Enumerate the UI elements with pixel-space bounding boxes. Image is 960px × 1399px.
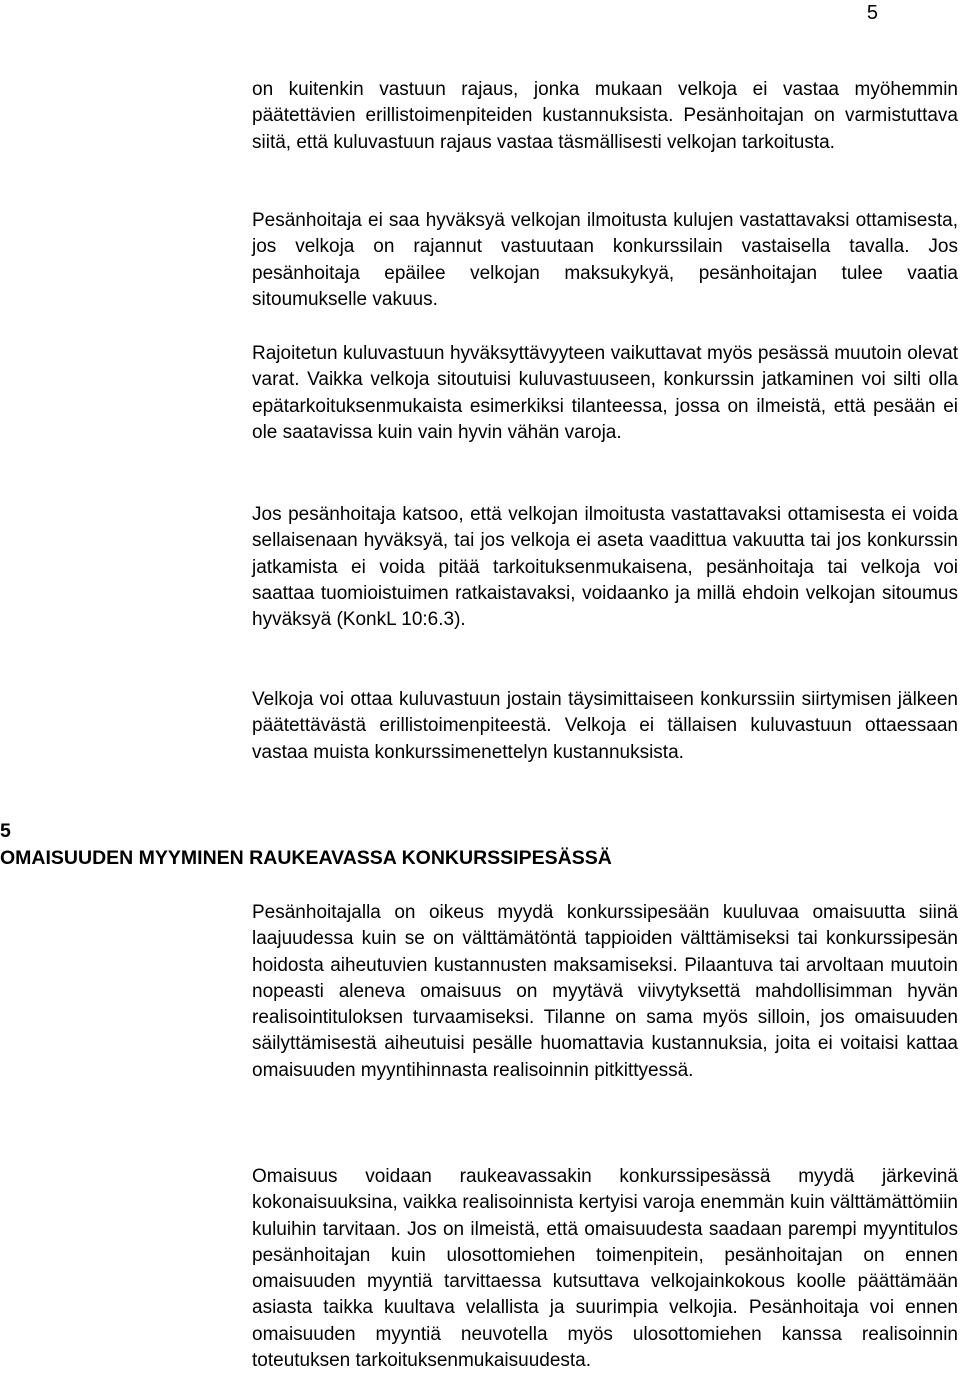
paragraph-text: Omaisuus voidaan raukeavassakin konkurssipesässä myydä järkevinä kokonaisuuksina, vaikka realisoinnista kertyisi varoja enemmän kuin välttämättömiin kuluihin tarvitaan. Jos on ilmeistä, että omaisuudesta saadaan parempi myyntitulos pesänhoitajan kuin ulosottomiehen toimenpitein, pesänhoitajan on ennen omaisuuden myyntiä tarvittaessa kutsuttava velkojainkokous koolle päättämään asiasta taikka kuultava velallista ja suurimpia velkojia. Pesänhoitaja voi ennen omaisuuden myyntiä neuvotella myös ulosottomiehen kanssa realisoinnin toteutuksen tarkoituksenmukaisuudesta. xyxy=(252,1166,958,1372)
paragraph-text: Pesänhoitajalla on oikeus myydä konkurssipesään kuuluvaa omaisuutta siinä laajuudessa kuin se on välttämätöntä tappioiden välttämiseksi tai konkurssipesän hoidosta aiheutuvien kustannusten maksamiseksi. Pilaantuva tai arvoltaan muutoin nopeasti aleneva omaisuus on myytävä viivytyksettä mahdollisimman hyvän realisointituloksen turvaamiseksi. Tilanne on sama myös silloin, jos omaisuuden säilyttämisestä aiheutuisi pesälle huomattavia kustannuksia, joita ei voitaisi kattaa omaisuuden myyntihinnasta realisoinnin pitkittyessä. xyxy=(252,902,958,1081)
section-title: OMAISUUDEN MYYMINEN RAUKEAVASSA KONKURSSIPESÄSSÄ xyxy=(0,847,612,869)
body-paragraph xyxy=(252,502,958,633)
page-number: 5 xyxy=(866,2,878,24)
body-paragraph xyxy=(252,687,958,766)
paragraph-text: Jos pesänhoitaja katsoo, että velkojan ilmoitusta vastattavaksi ottamisesta ei voida sellaisenaan hyväksyä, tai jos velkoja ei aseta vaadittua vakuutta tai jos konkurssin jatkamista ei voida pitää tarkoituksenmukaisena, pesänhoitaja tai velkoja voi saattaa tuomioistuimen ratkaistavaksi, voidaanko ja millä ehdoin velkojan sitoumus hyväksyä (KonkL 10:6.3). xyxy=(252,504,958,631)
paragraph-text: on kuitenkin vastuun rajaus, jonka mukaan velkoja ei vastaa myöhemmin päätettävien erillistoimenpiteiden kustannuksista. Pesänhoitajan on varmistuttava siitä, että kuluvastuun rajaus vastaa täsmällisesti velkojan tarkoitusta. xyxy=(252,79,958,153)
paragraph-text: Pesänhoitaja ei saa hyväksyä velkojan ilmoitusta kulujen vastattavaksi ottamisesta, jos velkoja on rajannut vastuutaan konkurssilain vastaisella tavalla. Jos pesänhoitaja epäilee velkojan maksukykyä, pesänhoitajan tulee vaatia sitoumukselle vakuus. xyxy=(252,210,958,310)
body-paragraph xyxy=(252,900,958,1084)
body-paragraph xyxy=(252,208,958,313)
body-paragraph xyxy=(252,341,958,446)
section-number: 5 xyxy=(0,820,11,842)
paragraph-text: Velkoja voi ottaa kuluvastuun jostain täysimittaiseen konkurssiin siirtymisen jälkeen päätettävästä erillistoimenpiteestä. Velkoja ei tällaisen kuluvastuun ottaessaan vastaa muista konkurssimenettelyn kustannuksista. xyxy=(252,689,958,763)
paragraph-text: Rajoitetun kuluvastuun hyväksyttävyyteen vaikuttavat myös pesässä muutoin olevat varat. Vaikka velkoja sitoutuisi kuluvastuuseen, konkurssin jatkaminen voi silti olla epätarkoituksenmukaista esimerkiksi tilanteessa, jossa on ilmeistä, että pesään ei ole saatavissa kuin vain hyvin vähän varoja. xyxy=(252,343,958,443)
section-heading xyxy=(0,818,612,872)
body-paragraph xyxy=(252,77,958,156)
body-paragraph xyxy=(252,1164,958,1374)
